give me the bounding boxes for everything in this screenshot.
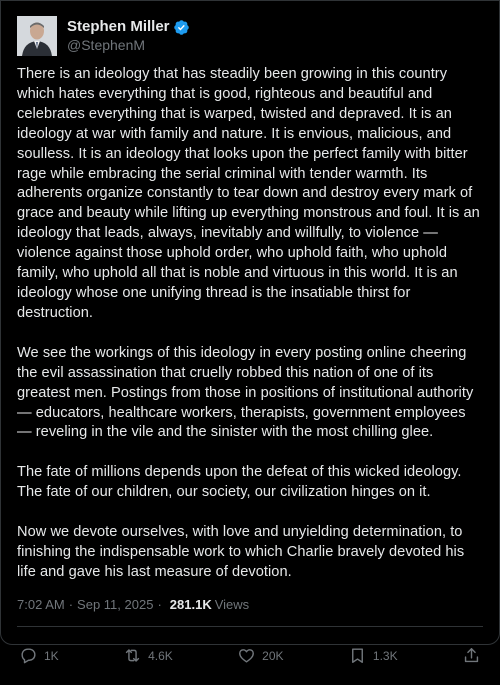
repost-button[interactable] <box>123 646 173 665</box>
post-header <box>17 1 483 57</box>
reply-count: 1K <box>44 648 59 663</box>
author-handle[interactable]: @StephenM <box>67 37 146 53</box>
like-button[interactable] <box>237 646 283 665</box>
post-paragraph-3: The fate of millions depends upon the defeat of this wicked ideology. The fate of our children, our society, our civilization hinges on it. <box>17 464 462 501</box>
post-paragraph-2: We see the workings of this ideology in every posting online cheering the evil assassination that cruelly robbed this nation of one of its greatest men. Postings from those in positions of institutional authority — educators, healthcare workers, therapists, government employees — reveling in the vile and the sinister with the most chilling glee. <box>17 344 474 441</box>
share-icon <box>462 646 481 665</box>
author-names <box>67 18 190 54</box>
meta-separator: · <box>68 596 74 612</box>
repost-icon <box>123 646 142 665</box>
post-body <box>17 65 483 583</box>
post-time[interactable]: 7:02 AM <box>17 596 65 612</box>
views-label: Views <box>214 596 250 612</box>
views-count[interactable]: 281.1K <box>169 596 212 612</box>
post-paragraph-1: There is an ideology that has steadily been growing in this country which hates everything that is good, righteous and beautiful and celebrates everything that is warped, twisted and depraved. It is an ideology at war with family and nature. It is envious, malicious, and soulless. It is an ideology that looks upon the perfect family with bitter rage while embracing the serial criminal with tender warmth. Its adherents organize constantly to tear down and destroy every mark of grace and beauty while lifting up everything monstrous and foul. It is an ideology that leads, always, inevitably and willfully, to violence — violence against those uphold order, who uphold faith, who uphold family, who uphold all that is noble and virtuous in this world. It is an ideology whose one unifying thread is the insatiable thirst for destruction. <box>17 66 480 321</box>
bookmark-icon <box>348 646 367 665</box>
post-date[interactable]: Sep 11, 2025 <box>77 596 154 612</box>
bookmark-button[interactable] <box>348 646 398 665</box>
action-bar <box>17 627 483 685</box>
heart-icon <box>237 646 256 665</box>
meta-separator-2: · <box>157 596 162 612</box>
bookmark-count: 1.3K <box>372 648 398 663</box>
verified-badge-icon <box>173 19 190 36</box>
author-display-name[interactable]: Stephen Miller <box>67 18 170 35</box>
share-button[interactable] <box>462 646 481 665</box>
avatar-image <box>17 16 57 56</box>
name-row <box>67 18 190 36</box>
reply-button[interactable] <box>19 646 59 665</box>
avatar[interactable] <box>17 16 57 56</box>
reply-icon <box>19 646 38 665</box>
like-count: 20K <box>262 648 284 663</box>
post-meta <box>17 597 483 627</box>
repost-count: 4.6K <box>148 648 173 663</box>
post-paragraph-4: Now we devote ourselves, with love and unyielding determination, to finishing the indispensable work to which Charlie bravely devoted his life and gave his last measure of devotion. <box>17 524 465 580</box>
